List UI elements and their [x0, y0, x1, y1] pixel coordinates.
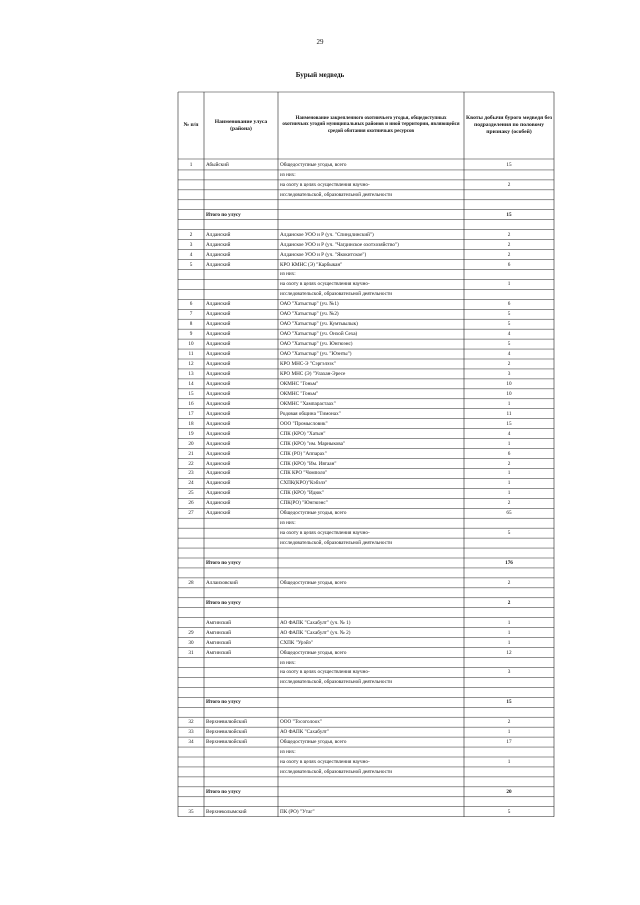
cell-district: Итого по улусу	[206, 699, 241, 706]
cell-quota: 5	[507, 530, 511, 537]
cell-ground: из них:	[280, 271, 296, 278]
cell-quota: 4	[507, 430, 511, 437]
cell-ground: КРО МНС (Э) "Улахан-Эресе	[280, 370, 346, 377]
cell-district: Итого по улусу	[206, 560, 241, 566]
cell-district: Алданский	[206, 480, 231, 487]
cell-quota: 6	[507, 450, 511, 457]
cell-quota: 6	[507, 301, 511, 308]
cell-quota: 65	[506, 510, 512, 517]
cell-ground: из них:	[280, 659, 296, 666]
cell-quota: 1	[507, 759, 511, 765]
cell-ground: Общедоступные угодья, всего	[280, 162, 347, 168]
cell-ground: ООО "Промысловик"	[280, 420, 328, 427]
cell-district: Верхневилюйский	[206, 739, 247, 746]
cell-num: 2	[189, 231, 193, 238]
cell-num: 4	[189, 251, 193, 258]
cell-quota: 1	[507, 480, 511, 487]
cell-quota: 1	[507, 619, 511, 626]
cell-quota: 176	[505, 560, 513, 566]
document-title: Бурый медведь	[295, 71, 345, 79]
cell-num: 29	[188, 629, 194, 636]
cell-ground: на охоту в целях осуществления научно-	[280, 281, 370, 288]
cell-ground: Алданское УОО и Р (уч. "Чагдинское охотхозяйство")	[280, 241, 399, 248]
cell-ground: на охоту в целях осуществления научно-	[280, 530, 370, 537]
cell-district: Амгинский	[206, 639, 232, 646]
cell-district: Алданский	[206, 510, 231, 517]
cell-district: Алданский	[206, 420, 231, 427]
cell-ground: КРО КМНС (Э) "Карбыкан"	[280, 261, 343, 268]
cell-ground: СПК (КРО) "Им. Ивтаан"	[280, 460, 337, 467]
page-number: 29	[316, 38, 324, 46]
cell-quota: 5	[507, 341, 511, 348]
cell-district: Верхневилюйский	[206, 719, 247, 726]
cell-quota: 5	[507, 808, 511, 815]
cell-ground: ОКМНС "Гоньм"	[280, 390, 319, 397]
cell-num: 28	[188, 579, 194, 586]
cell-ground: Родовая община "Тимонах"	[280, 410, 341, 417]
cell-ground: ОКМНС "Хампарастаах"	[280, 400, 336, 407]
cell-district: Алданский	[206, 400, 231, 407]
cell-num: 21	[188, 450, 194, 457]
cell-ground: АО ФАПК "Сахабулт" (уч. № 1)	[280, 619, 351, 626]
cell-num: 35	[188, 808, 194, 815]
cell-num: 19	[188, 430, 194, 437]
cell-num: 24	[188, 480, 194, 487]
cell-district: Алданский	[206, 231, 231, 238]
cell-quota: 2	[507, 251, 511, 258]
cell-quota: 3	[507, 370, 511, 377]
cell-district: Алданский	[206, 370, 231, 377]
cell-quota: 2	[507, 579, 511, 586]
cell-quota: 2	[507, 361, 511, 367]
cell-district: Алданский	[206, 361, 231, 367]
cell-district: Аллаиховский	[206, 579, 238, 586]
cell-num: 30	[188, 639, 194, 646]
cell-district: Итого по улусу	[206, 599, 241, 606]
cell-ground: ОАО "Хатыстыр" (уч. №2)	[280, 311, 339, 318]
header-ground: Наименование закрепленного охотничьего угодья, общедоступных охотничьих угодий муниципальных районов и иной территории, являющейся средой обитания охотничьих ресурсов	[282, 115, 460, 134]
cell-ground: КРО МНС-Э "Сэргэлээх"	[280, 361, 336, 367]
cell-quota: 4	[507, 351, 511, 358]
cell-num: 7	[189, 311, 193, 318]
cell-ground: из них:	[280, 749, 296, 756]
cell-ground: СПК(РО) "Юнгюэнс"	[280, 500, 328, 507]
cell-district: Алданский	[206, 261, 231, 268]
cell-ground: ОКМНС "Гоньм"	[280, 380, 319, 387]
cell-quota: 10	[506, 380, 512, 387]
cell-district: Алданский	[206, 241, 231, 248]
cell-num: 12	[188, 361, 194, 367]
cell-num: 23	[188, 470, 194, 477]
cell-district: Алданский	[206, 251, 231, 258]
cell-ground: ОАО "Хатыстыр" (уч. "Юэнты")	[280, 351, 352, 358]
cell-ground: Общедоступные угодья, всего	[280, 579, 347, 586]
cell-district: Итого по улусу	[206, 788, 241, 795]
cell-quota: 2	[507, 599, 511, 606]
cell-quota: 3	[507, 669, 511, 676]
cell-district: Алданский	[206, 440, 231, 447]
header-num: № п/п	[183, 122, 199, 128]
cell-num: 32	[188, 719, 194, 726]
cell-num: 10	[188, 341, 194, 348]
cell-ground: исследовательской, образовательной деятельности	[280, 679, 392, 686]
cell-quota: 11	[506, 410, 512, 417]
cell-quota: 15	[506, 162, 512, 168]
cell-quota: 15	[506, 699, 512, 706]
cell-ground: ОАО "Хатыстыр" (уч. Юнгюэнс)	[280, 341, 353, 348]
cell-num: 1	[189, 162, 193, 168]
cell-quota: 2	[507, 500, 511, 507]
cell-ground: на охоту в целях осуществления научно-	[280, 669, 370, 676]
header-quota: Квоты добычи бурого медведя без подразделения по половому признаку (особей)	[466, 115, 552, 135]
cell-quota: 1	[507, 729, 511, 736]
cell-quota: 1	[507, 440, 511, 447]
cell-ground: Алданское УОО и Р (уч. "Якокитское")	[280, 251, 367, 258]
cell-ground: СХПК "Урэйэ"	[280, 639, 313, 646]
cell-num: 27	[188, 510, 194, 517]
header-district: Наименование улуса (района)	[214, 118, 268, 132]
cell-ground: ПК (РО) "Утаг"	[280, 808, 315, 815]
cell-quota: 1	[507, 470, 511, 477]
cell-district: Алданский	[206, 500, 231, 507]
cell-num: 9	[189, 331, 193, 338]
cell-quota: 10	[506, 390, 512, 397]
cell-ground: СПК КРО "Чомполо"	[280, 470, 328, 477]
cell-district: Алданский	[206, 470, 231, 477]
cell-num: 20	[188, 440, 194, 447]
cell-num: 13	[188, 370, 194, 377]
cell-district: Алданский	[206, 390, 231, 397]
cell-num: 11	[188, 351, 194, 358]
cell-district: Алданский	[206, 450, 231, 457]
cell-district: Алданский	[206, 311, 231, 318]
cell-quota: 15	[506, 211, 512, 218]
cell-quota: 5	[507, 321, 511, 328]
cell-num: 18	[188, 420, 194, 427]
cell-quota: 4	[507, 331, 511, 338]
cell-ground: ООО "Тосоголоох"	[280, 719, 322, 726]
cell-quota: 2	[507, 181, 511, 188]
cell-ground: Общедоступные угодья, всего	[280, 739, 347, 746]
cell-district: Алданский	[206, 341, 231, 348]
cell-quota: 1	[507, 400, 511, 407]
cell-quota: 17	[506, 739, 512, 746]
cell-district: Алданский	[206, 430, 231, 437]
cell-district: Абыйский	[206, 162, 229, 168]
cell-num: 34	[188, 739, 194, 746]
cell-ground: исследовательской, образовательной деятельности	[280, 191, 392, 198]
cell-ground: на охоту в целях осуществления научно-	[280, 181, 370, 188]
cell-district: Алданский	[206, 351, 231, 358]
cell-ground: СХПК(КРО)"Кэбэлэ"	[280, 480, 328, 487]
cell-quota: 2	[507, 460, 511, 467]
cell-ground: ОАО "Хатыстыр" (уч. Кумтыылык)	[280, 321, 358, 328]
cell-district: Верхнеколымский	[206, 808, 247, 815]
cell-ground: ОАО "Хатыстыр" (уч. №1)	[280, 301, 339, 308]
cell-ground: СПК (КРО) "Идюк"	[280, 490, 324, 497]
cell-ground: ОАО "Хатыстыр" (уч. Онхой Сеха)	[280, 331, 358, 338]
cell-district: Алданский	[206, 301, 231, 308]
cell-quota: 1	[507, 281, 511, 288]
cell-ground: СПК (КРО) "им. Марныкова"	[280, 440, 346, 447]
cell-ground: исследовательской, образовательной деятельности	[280, 768, 392, 775]
cell-num: 22	[188, 460, 194, 467]
cell-ground: Алданское УОО и Р (уч. "Спиндлинский")	[280, 231, 374, 238]
cell-num: 5	[189, 261, 193, 268]
cell-quota: 1	[507, 639, 511, 646]
cell-quota: 2	[507, 231, 511, 238]
cell-ground: Общедоступные угодья, всего	[280, 510, 347, 517]
cell-num: 17	[188, 410, 194, 417]
cell-district: Амгинский	[206, 629, 232, 636]
cell-num: 6	[189, 301, 193, 308]
cell-district: Амгинский	[206, 649, 232, 656]
cell-ground: СПК (КРО) "Хатын"	[280, 430, 326, 437]
cell-district: Алданский	[206, 490, 231, 497]
cell-ground: СПК (РО) "Аппарах"	[280, 450, 327, 457]
cell-quota: 20	[506, 788, 512, 795]
cell-district: Алданский	[206, 460, 231, 467]
cell-district: Итого по улусу	[206, 211, 241, 218]
cell-quota: 2	[507, 719, 511, 726]
cell-ground: на охоту в целях осуществления научно-	[280, 759, 370, 765]
cell-num: 31	[188, 649, 194, 656]
cell-num: 33	[188, 729, 194, 736]
cell-quota: 6	[507, 261, 511, 268]
cell-num: 26	[188, 500, 194, 507]
cell-district: Алданский	[206, 321, 231, 328]
cell-quota: 1	[507, 629, 511, 636]
cell-num: 3	[189, 241, 193, 248]
cell-quota: 15	[506, 420, 512, 427]
cell-quota: 12	[506, 649, 512, 656]
cell-quota: 2	[507, 241, 511, 248]
cell-num: 8	[189, 321, 193, 328]
cell-num: 14	[188, 380, 194, 387]
cell-ground: исследовательской, образовательной деятельности	[280, 291, 392, 298]
cell-district: Алданский	[206, 380, 231, 387]
cell-num: 15	[188, 390, 194, 397]
cell-district: Алданский	[206, 331, 231, 338]
cell-district: Алданский	[206, 410, 231, 417]
cell-ground: Общедоступные угодья, всего	[280, 649, 347, 656]
cell-num: 16	[188, 400, 194, 407]
cell-ground: АО ФАПК "Сахабулт" (уч. № 2)	[280, 629, 351, 636]
cell-quota: 5	[507, 311, 511, 318]
cell-num: 25	[188, 490, 194, 497]
cell-ground: из них:	[280, 520, 296, 527]
cell-ground: исследовательской, образовательной деятельности	[280, 540, 392, 547]
cell-ground: из них:	[280, 171, 296, 178]
cell-quota: 1	[507, 490, 511, 497]
cell-district: Верхневилюйский	[206, 729, 247, 736]
cell-district: Амгинский	[206, 619, 232, 626]
cell-ground: АО ФАПК "Сахабулт"	[280, 729, 330, 736]
